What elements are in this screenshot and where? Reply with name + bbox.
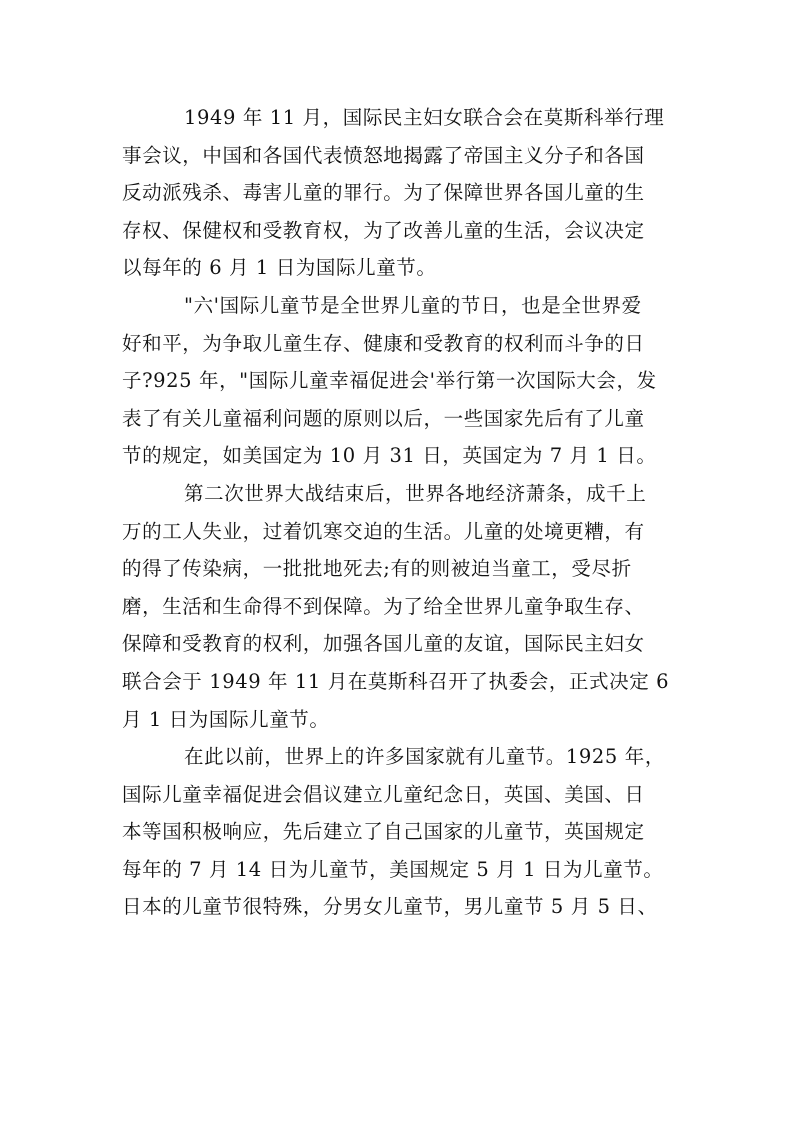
paragraph-line: 国际儿童幸福促进会倡议建立儿童纪念日，英国、美国、日 [122, 782, 645, 806]
paragraph-line: 每年的 7 月 14 日为儿童节，美国规定 5 月 1 日为儿童节。 [122, 857, 664, 881]
paragraph-line: 事会议，中国和各国代表愤怒地揭露了帝国主义分子和各国 [122, 143, 645, 167]
paragraph-line: 好和平，为争取儿童生存、健康和受教育的权利而斗争的日 [122, 331, 645, 355]
paragraph-line: 反动派残杀、毒害儿童的罪行。为了保障世界各国儿童的生 [122, 181, 645, 205]
paragraph-2 [122, 287, 682, 475]
paragraph-line: 日本的儿童节很特殊，分男女儿童节，男儿童节 5 月 5 日、 [122, 895, 658, 919]
document-body [122, 99, 682, 926]
paragraph-line: 子?925 年，"国际儿童幸福促进会'举行第一次国际大会，发 [122, 369, 657, 393]
paragraph-line: 1949 年 11 月，国际民主妇女联合会在莫斯科举行理 [184, 106, 665, 129]
paragraph-line: 磨，生活和生命得不到保障。为了给全世界儿童争取生存、 [122, 594, 645, 618]
paragraph-4 [122, 738, 682, 926]
paragraph-line: 保障和受教育的权利，加强各国儿童的友谊，国际民主妇女 [122, 632, 645, 656]
paragraph-3 [122, 475, 682, 738]
paragraph-line: 本等国积极响应，先后建立了自己国家的儿童节，英国规定 [122, 820, 645, 844]
paragraph-line: 万的工人失业，过着饥寒交迫的生活。儿童的处境更糟，有 [122, 519, 645, 543]
paragraph-line: 在此以前，世界上的许多国家就有儿童节。1925 年， [184, 745, 665, 769]
paragraph-1 [122, 99, 682, 287]
paragraph-line: 联合会于 1949 年 11 月在莫斯科召开了执委会，正式决定 6 [122, 669, 670, 693]
paragraph-line: 第二次世界大战结束后，世界各地经济萧条，成千上 [184, 481, 647, 505]
paragraph-line: 节的规定，如美国定为 10 月 31 日，英国定为 7 月 1 日。 [122, 444, 657, 468]
paragraph-line: 存权、保健权和受教育权，为了改善儿童的生活，会议决定 [122, 218, 645, 242]
paragraph-line: 的得了传染病，一批批地死去;有的则被迫当童工，受尽折 [122, 557, 632, 581]
paragraph-line: 表了有关儿童福利问题的原则以后，一些国家先后有了儿童 [122, 406, 645, 430]
paragraph-line: 以每年的 6 月 1 日为国际儿童节。 [122, 256, 437, 280]
paragraph-line: "六'国际儿童节是全世界儿童的节日，也是全世界爱 [184, 293, 642, 317]
paragraph-line: 月 1 日为国际儿童节。 [122, 707, 330, 731]
